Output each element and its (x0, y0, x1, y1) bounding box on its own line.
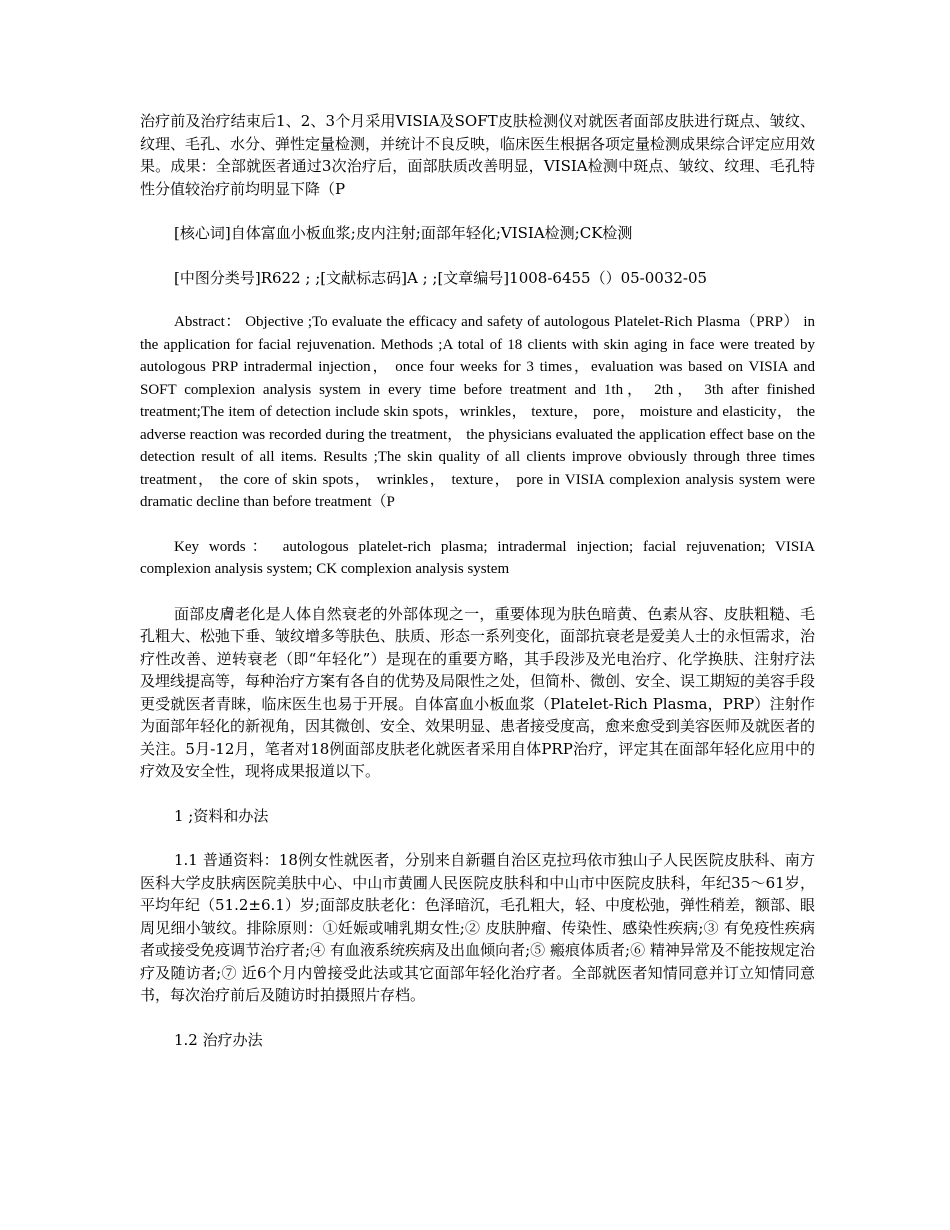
abstract-cn-paragraph: 治疗前及治疗结束后1、2、3个月采用VISIA及SOFT皮肤检测仪对就医者面部皮肤进行斑点、皱纹、纹理、毛孔、水分、弹性定量检测，并统计不良反映，临床医生根据各项定量检测成果综合评定应用效果。成果：全部就医者通过3次治疗后，面部肤质改善明显，VISIA检测中斑点、皱纹、纹理、毛孔特性分值较治疗前均明显下降（P (140, 112, 816, 198)
section-heading-1-2: 1.2 治疗办法 (174, 1030, 263, 1049)
classification-line: [中图分类号]R622 ; ;[文献标志码]A ; ;[文章编号]1008-6455（）05-0032-05 (174, 268, 708, 287)
keywords-en: Key words： autologous platelet-rich plasma; intradermal injection; facial rejuvenation; VISIA complexion analysis system; CK complexion analysis system (140, 538, 815, 577)
general-data-paragraph: 1.1 普通资料：18例女性就医者，分别来自新疆自治区克拉玛依市独山子人民医院皮肤科、南方医科大学皮肤病医院美肤中心、中山市黄圃人民医院皮肤科和中山市中医院皮肤科，年纪35～61岁，平均年纪（51.2±6.1）岁;面部皮肤老化：色泽暗沉，毛孔粗大，轻、中度松弛，弹性稍差，额部、眼周见细小皱纹。排除原则：①妊娠或哺乳期女性;② 皮肤肿瘤、传染性、感染性疾病;③ 有免疫性疾病者或接受免疫调节治疗者;④ 有血液系统疾病及出血倾向者;⑤ 瘢痕体质者;⑥ 精神异常及不能按规定治疗及随访者;⑦ 近6个月内曾接受此法或其它面部年轻化治疗者。全部就医者知情同意并订立知情同意书，每次治疗前后及随访时拍摄照片存档。 (140, 851, 815, 1004)
abstract-en-paragraph: Abstract： Objective ;To evaluate the efficacy and safety of autologous Platelet-Rich Plasma（PRP） in the application for facial rejuvenation. Methods ;A total of 18 clients with skin aging in face were treated by autologous PRP intradermal injection， once four weeks for 3 times，evaluation was based on VISIA and SOFT complexion analysis system in every time before treatment and 1th， 2th， 3th after finished treatment;The item of detection include skin spots，wrinkles， texture， pore， moisture and elasticity， the adverse reaction was recorded during the treatment， the physicians evaluated the application effect base on the detection result of all items. Results ;The skin quality of all clients improve obviously through three times treatment， the core of skin spots， wrinkles， texture， pore in VISIA complexion analysis system were dramatic decline than before treatment（P (140, 314, 815, 510)
introduction-paragraph: 面部皮膚老化是人体自然衰老的外部体现之一，重要体现为肤色暗黄、色素从容、皮肤粗糙、毛孔粗大、松弛下垂、皱纹增多等肤色、肤质、形态一系列变化，面部抗衰老是爱美人士的永恒需求，治疗性改善、逆转衰老（即“年轻化”）是现在的重要方略，其手段涉及光电治疗、化学换肤、注射疗法及埋线提高等，每种治疗方案有各自的优势及局限性之处，但简朴、微创、安全、误工期短的美容手段更受就医者青睐，临床医生也易于开展。自体富血小板血浆（Platelet-Rich Plasma，PRP）注射作为面部年轻化的新视角，因其微创、安全、效果明显、患者接受度高，愈来愈受到美容医师及就医者的关注。5月-12月，笔者对18例面部皮肤老化就医者采用自体PRP治疗，评定其在面部年轻化应用中的疗效及安全性，现将成果报道以下。 (140, 604, 816, 780)
keywords-cn: [核心词]自体富血小板血浆;皮内注射;面部年轻化;VISIA检测;CK检测 (174, 224, 633, 242)
section-heading-1: 1 ;资料和办法 (174, 806, 269, 825)
document-page (140, 110, 815, 1073)
